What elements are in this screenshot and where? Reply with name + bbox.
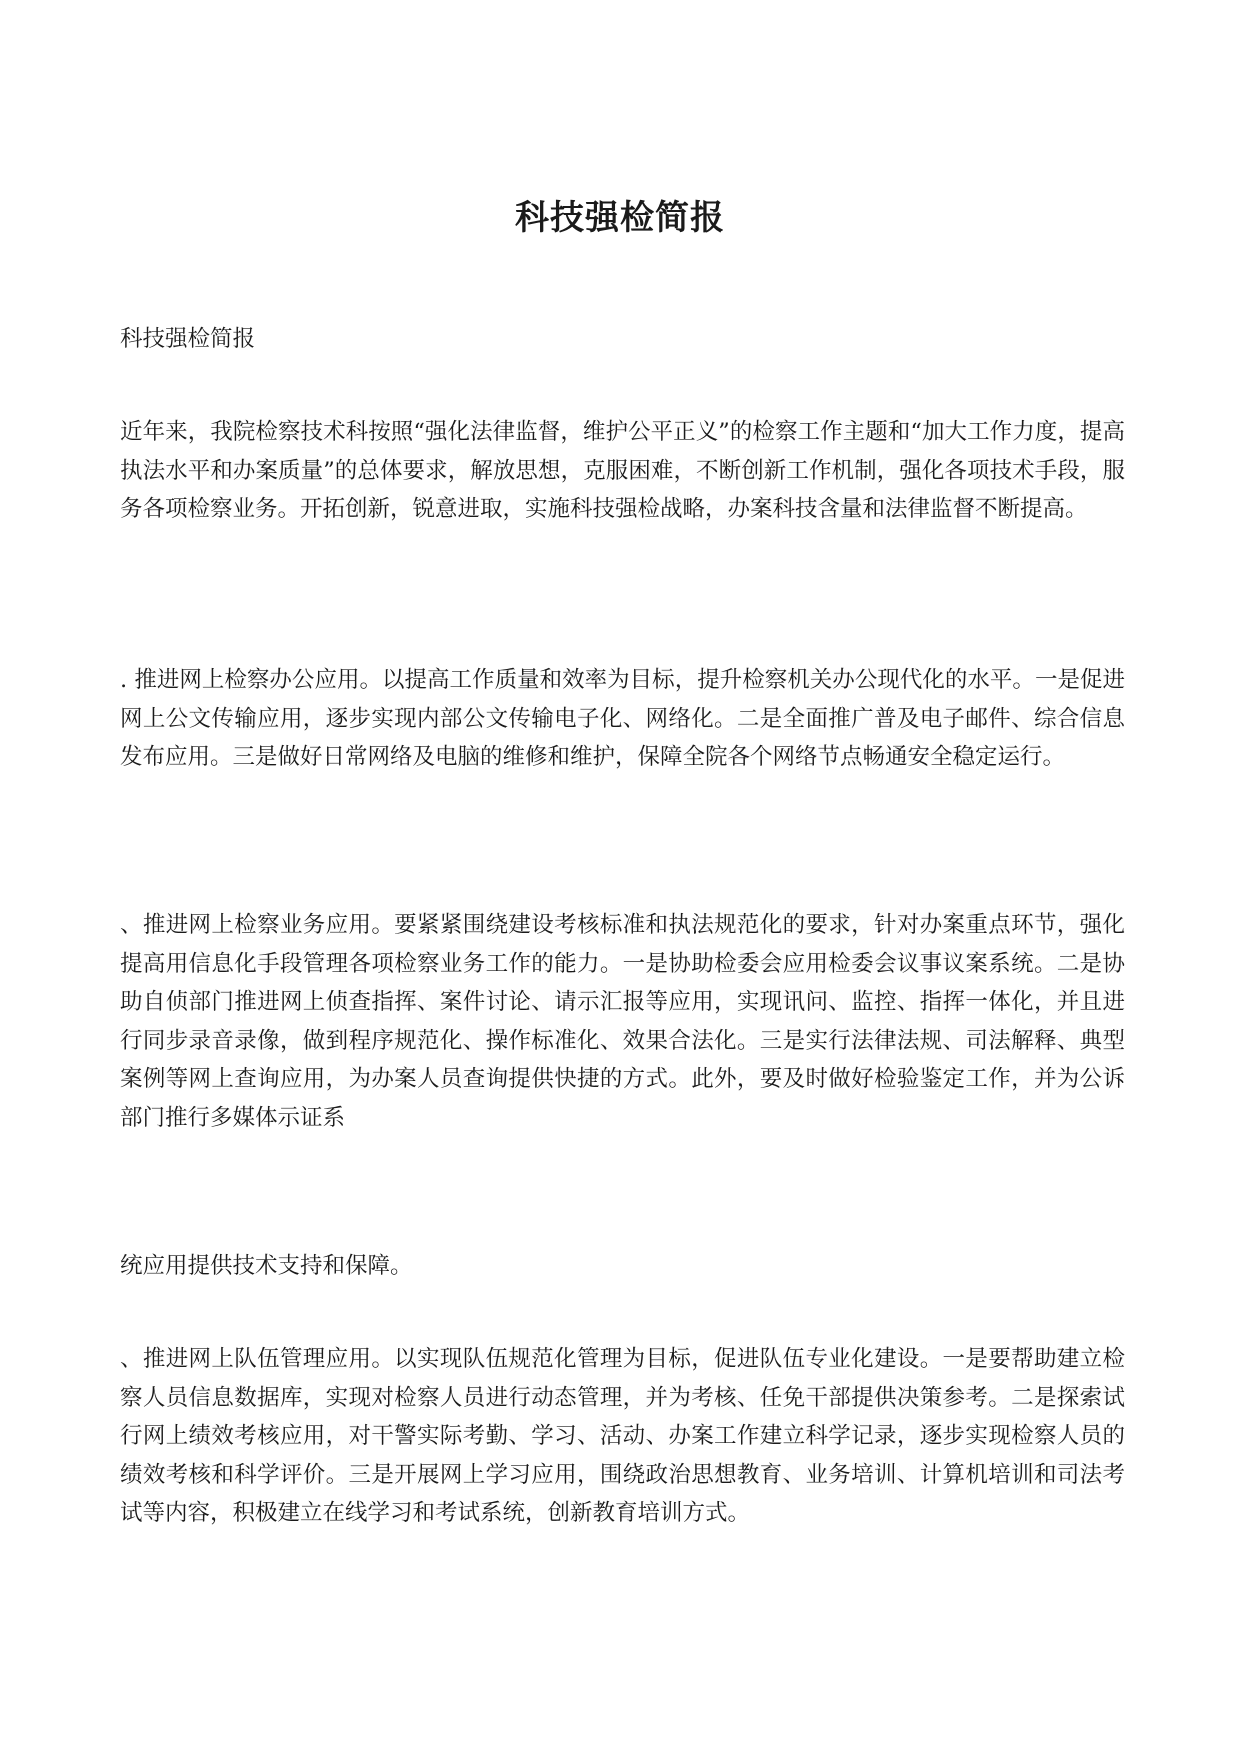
- paragraph-business-application: 、推进网上检察业务应用。要紧紧围绕建设考核标准和执法规范化的要求，针对办案重点环节，强化提高用信息化手段管理各项检察业务工作的能力。一是协助检委会应用检委会议事议案系统。二是协助自侦部门推进网上侦查指挥、案件讨论、请示汇报等应用，实现讯问、监控、指挥一体化，并且进行同步录音录像，做到程序规范化、操作标准化、效果合法化。三是实行法律法规、司法解释、典型案例等网上查询应用，为办案人员查询提供快捷的方式。此外，要及时做好检验鉴定工作，并为公诉部门推行多媒体示证系: [120, 912, 1125, 1131]
- paragraph-intro: 近年来，我院检察技术科按照“强化法律监督，维护公平正义”的检察工作主题和“加大工作力度，提高执法水平和办案质量”的总体要求，解放思想，克服困难，不断创新工作机制，强化各项技术手段，服务各项检察业务。开拓创新，锐意进取，实施科技强检战略，办案科技含量和法律监督不断提高。: [120, 419, 1125, 522]
- paragraph-office-application: . 推进网上检察办公应用。以提高工作质量和效率为目标，提升检察机关办公现代化的水平。一是促进网上公文传输应用，逐步实现内部公文传输电子化、网络化。二是全面推广普及电子邮件、综合信息发布应用。三是做好日常网络及电脑的维修和维护，保障全院各个网络节点畅通安全稳定运行。: [120, 667, 1125, 770]
- paragraph-team-management: 、推进网上队伍管理应用。以实现队伍规范化管理为目标，促进队伍专业化建设。一是要帮助建立检察人员信息数据库，实现对检察人员进行动态管理，并为考核、任免干部提供决策参考。二是探索试行网上绩效考核应用，对干警实际考勤、学习、活动、办案工作建立科学记录，逐步实现检察人员的绩效考核和科学评价。三是开展网上学习应用，围绕政治思想教育、业务培训、计算机培训和司法考试等内容，积极建立在线学习和考试系统，创新教育培训方式。: [120, 1346, 1125, 1526]
- document-title: 科技强检简报: [515, 198, 725, 238]
- document-subtitle: 科技强检简报: [120, 326, 256, 352]
- paragraph-business-application-continued: 统应用提供技术支持和保障。: [120, 1253, 413, 1279]
